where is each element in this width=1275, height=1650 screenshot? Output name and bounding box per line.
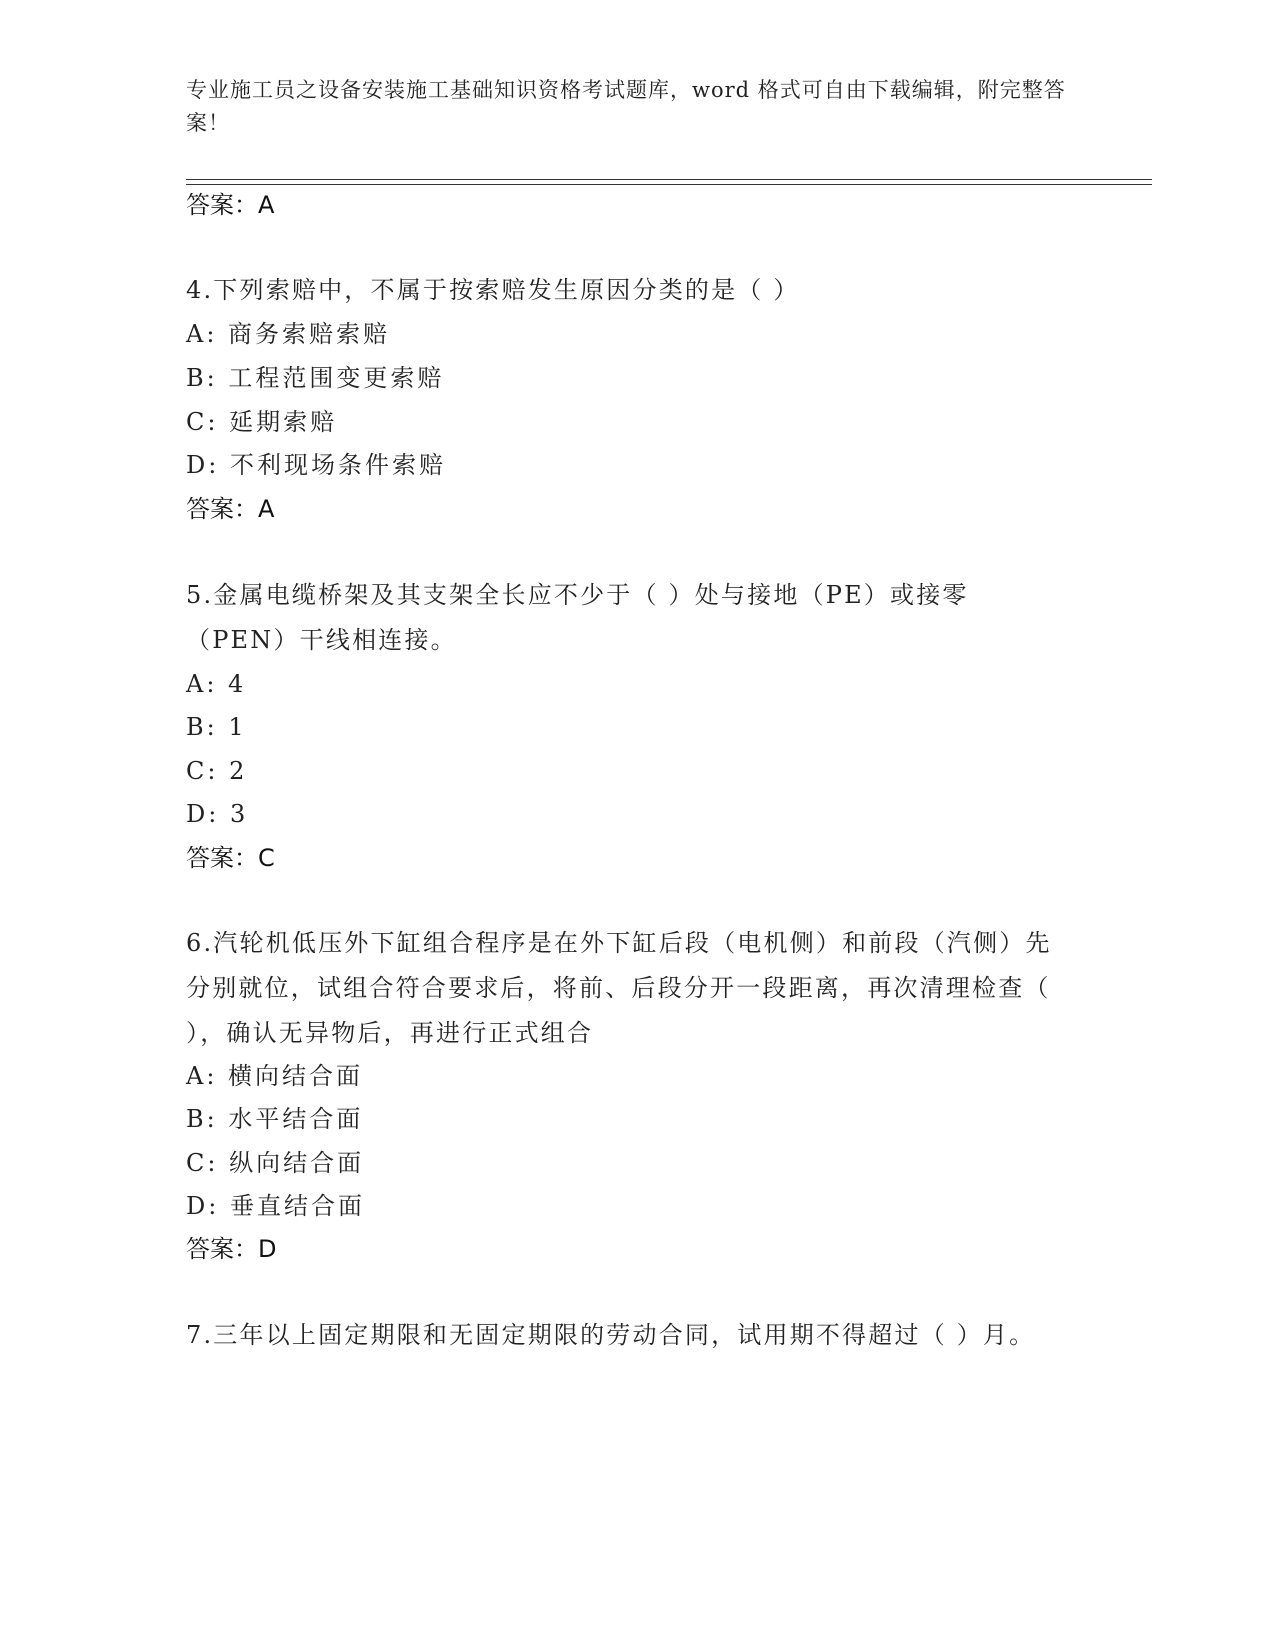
answer-label: 答案：A — [186, 191, 275, 219]
question-5-option-b: B: 1 — [186, 713, 247, 741]
question-6-text: 6.汽轮机低压外下缸组合程序是在外下缸后段（电机侧）和前段（汽侧）先分别就位，试组合符合要求后，将前、后段分开一段距离，再次清理检查（ ），确认无异物后，再进行正式组合 — [186, 929, 1052, 1047]
question-6-option-c: C: 纵向结合面 — [186, 1149, 365, 1177]
question-5-option-d: D: 3 — [186, 800, 249, 828]
header-divider — [186, 179, 1152, 185]
question-7-text: 7.三年以上固定期限和无固定期限的劳动合同，试用期不得超过（ ）月。 — [186, 1321, 1036, 1349]
question-4-option-c: C: 延期索赔 — [186, 408, 338, 436]
question-5-option-a: A: 4 — [186, 670, 247, 698]
question-4-option-a: A: 商务索赔索赔 — [186, 320, 391, 348]
question-6-option-d: D: 垂直结合面 — [186, 1192, 365, 1220]
question-6-option-b: B: 水平结合面 — [186, 1105, 364, 1133]
question-5-answer: 答案：C — [186, 844, 275, 872]
document-header: 专业施工员之设备安装施工基础知识资格考试题库，word 格式可自由下载编辑，附完整答案！ — [186, 78, 1066, 135]
question-4-answer: 答案：A — [186, 495, 275, 523]
question-5-option-c: C: 2 — [186, 757, 248, 785]
question-4-option-b: B: 工程范围变更索赔 — [186, 364, 445, 392]
question-5-text: 5.金属电缆桥架及其支架全长应不少于（ ）处与接地（PE）或接零（PEN）干线相连接。 — [186, 581, 969, 654]
question-4-option-d: D: 不利现场条件索赔 — [186, 451, 446, 479]
question-6-option-a: A: 横向结合面 — [186, 1062, 364, 1090]
question-6-answer: 答案：D — [186, 1235, 277, 1263]
question-4-text: 4.下列索赔中，不属于按索赔发生原因分类的是（ ） — [186, 276, 800, 304]
